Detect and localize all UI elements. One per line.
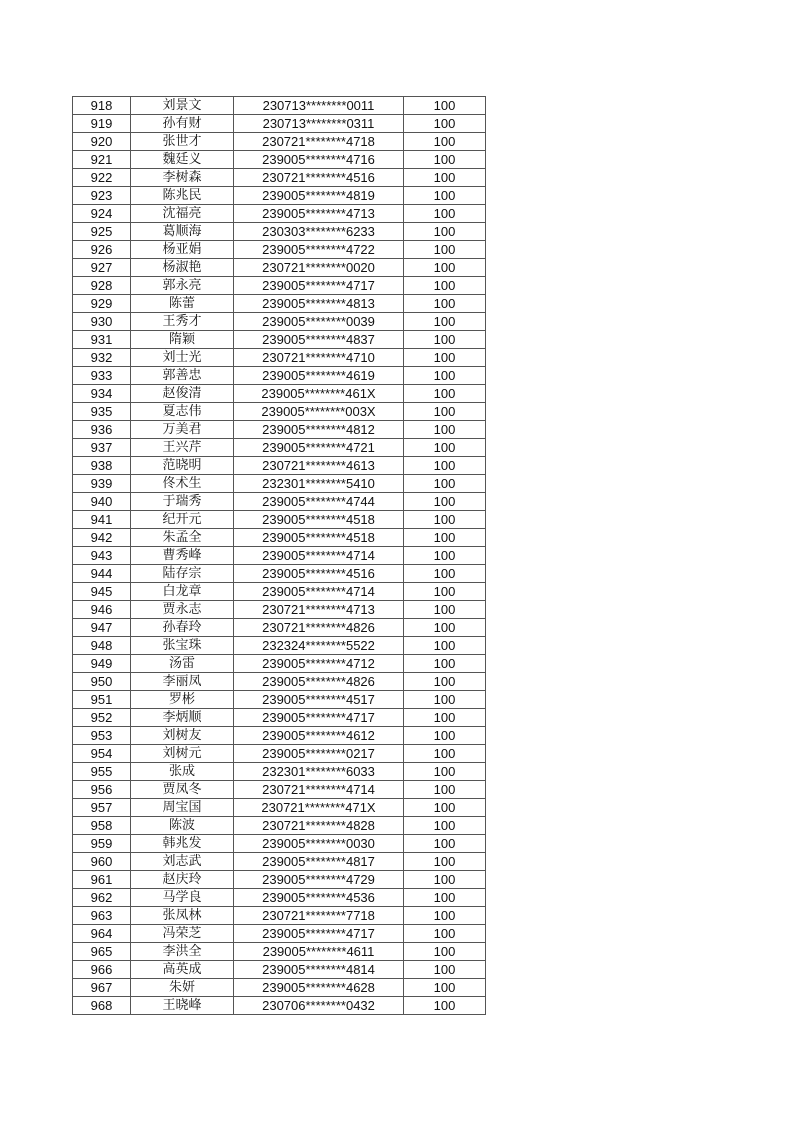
name-cell: 贾凤冬 xyxy=(131,781,234,799)
name-cell: 刘士光 xyxy=(131,349,234,367)
row-number-cell: 930 xyxy=(73,313,131,331)
id-number-cell: 239005********4518 xyxy=(234,511,404,529)
table-row xyxy=(73,421,486,439)
name-cell: 杨亚娟 xyxy=(131,241,234,259)
name-cell: 孙春玲 xyxy=(131,619,234,637)
id-number-cell: 239005********4744 xyxy=(234,493,404,511)
name-cell: 陈蕾 xyxy=(131,295,234,313)
id-number-cell: 230721********4714 xyxy=(234,781,404,799)
id-number-cell: 239005********4713 xyxy=(234,205,404,223)
id-number-cell: 230721********4713 xyxy=(234,601,404,619)
row-number-cell: 918 xyxy=(73,97,131,115)
row-number-cell: 938 xyxy=(73,457,131,475)
table-row xyxy=(73,475,486,493)
amount-cell: 100 xyxy=(404,907,486,925)
id-number-cell: 239005********003X xyxy=(234,403,404,421)
amount-cell: 100 xyxy=(404,367,486,385)
id-number-cell: 230721********4718 xyxy=(234,133,404,151)
name-cell: 李洪全 xyxy=(131,943,234,961)
row-number-cell: 924 xyxy=(73,205,131,223)
id-number-cell: 239005********4817 xyxy=(234,853,404,871)
id-number-cell: 239005********4716 xyxy=(234,151,404,169)
row-number-cell: 931 xyxy=(73,331,131,349)
row-number-cell: 954 xyxy=(73,745,131,763)
id-number-cell: 239005********4717 xyxy=(234,925,404,943)
amount-cell: 100 xyxy=(404,259,486,277)
row-number-cell: 934 xyxy=(73,385,131,403)
amount-cell: 100 xyxy=(404,385,486,403)
amount-cell: 100 xyxy=(404,763,486,781)
table-row xyxy=(73,151,486,169)
amount-cell: 100 xyxy=(404,637,486,655)
table-row xyxy=(73,799,486,817)
name-cell: 朱妍 xyxy=(131,979,234,997)
name-cell: 万美君 xyxy=(131,421,234,439)
table-row xyxy=(73,457,486,475)
name-cell: 沈福亮 xyxy=(131,205,234,223)
row-number-cell: 948 xyxy=(73,637,131,655)
amount-cell: 100 xyxy=(404,421,486,439)
id-number-cell: 239005********4729 xyxy=(234,871,404,889)
name-cell: 张宝珠 xyxy=(131,637,234,655)
row-number-cell: 927 xyxy=(73,259,131,277)
amount-cell: 100 xyxy=(404,853,486,871)
name-cell: 贾永志 xyxy=(131,601,234,619)
name-cell: 白龙章 xyxy=(131,583,234,601)
name-cell: 郭善忠 xyxy=(131,367,234,385)
table-row xyxy=(73,889,486,907)
amount-cell: 100 xyxy=(404,799,486,817)
id-number-cell: 239005********4819 xyxy=(234,187,404,205)
amount-cell: 100 xyxy=(404,97,486,115)
row-number-cell: 956 xyxy=(73,781,131,799)
name-cell: 刘树元 xyxy=(131,745,234,763)
id-number-cell: 230721********4826 xyxy=(234,619,404,637)
id-number-cell: 239005********4612 xyxy=(234,727,404,745)
table-row xyxy=(73,727,486,745)
id-number-cell: 239005********4619 xyxy=(234,367,404,385)
amount-cell: 100 xyxy=(404,997,486,1015)
id-number-cell: 239005********4517 xyxy=(234,691,404,709)
amount-cell: 100 xyxy=(404,691,486,709)
name-cell: 郭永亮 xyxy=(131,277,234,295)
row-number-cell: 944 xyxy=(73,565,131,583)
amount-cell: 100 xyxy=(404,547,486,565)
name-cell: 王兴芹 xyxy=(131,439,234,457)
table-row xyxy=(73,925,486,943)
amount-cell: 100 xyxy=(404,349,486,367)
roster-table-body xyxy=(73,97,486,1015)
table-row xyxy=(73,241,486,259)
id-number-cell: 230713********0311 xyxy=(234,115,404,133)
amount-cell: 100 xyxy=(404,439,486,457)
table-row xyxy=(73,403,486,421)
id-number-cell: 239005********4826 xyxy=(234,673,404,691)
row-number-cell: 928 xyxy=(73,277,131,295)
table-row xyxy=(73,979,486,997)
table-row xyxy=(73,817,486,835)
amount-cell: 100 xyxy=(404,961,486,979)
table-row xyxy=(73,493,486,511)
table-row xyxy=(73,367,486,385)
row-number-cell: 926 xyxy=(73,241,131,259)
id-number-cell: 239005********4714 xyxy=(234,547,404,565)
amount-cell: 100 xyxy=(404,205,486,223)
id-number-cell: 239005********4628 xyxy=(234,979,404,997)
amount-cell: 100 xyxy=(404,277,486,295)
id-number-cell: 239005********4536 xyxy=(234,889,404,907)
name-cell: 夏志伟 xyxy=(131,403,234,421)
name-cell: 杨淑艳 xyxy=(131,259,234,277)
row-number-cell: 925 xyxy=(73,223,131,241)
name-cell: 佟术生 xyxy=(131,475,234,493)
row-number-cell: 968 xyxy=(73,997,131,1015)
amount-cell: 100 xyxy=(404,331,486,349)
name-cell: 刘志武 xyxy=(131,853,234,871)
id-number-cell: 230303********6233 xyxy=(234,223,404,241)
row-number-cell: 947 xyxy=(73,619,131,637)
row-number-cell: 952 xyxy=(73,709,131,727)
row-number-cell: 943 xyxy=(73,547,131,565)
row-number-cell: 922 xyxy=(73,169,131,187)
table-row xyxy=(73,547,486,565)
table-row xyxy=(73,511,486,529)
row-number-cell: 929 xyxy=(73,295,131,313)
table-row xyxy=(73,961,486,979)
row-number-cell: 933 xyxy=(73,367,131,385)
name-cell: 韩兆发 xyxy=(131,835,234,853)
row-number-cell: 920 xyxy=(73,133,131,151)
amount-cell: 100 xyxy=(404,313,486,331)
table-row xyxy=(73,655,486,673)
name-cell: 张成 xyxy=(131,763,234,781)
row-number-cell: 932 xyxy=(73,349,131,367)
name-cell: 张世才 xyxy=(131,133,234,151)
id-number-cell: 230721********4710 xyxy=(234,349,404,367)
row-number-cell: 967 xyxy=(73,979,131,997)
row-number-cell: 953 xyxy=(73,727,131,745)
name-cell: 高英成 xyxy=(131,961,234,979)
table-row xyxy=(73,295,486,313)
amount-cell: 100 xyxy=(404,169,486,187)
row-number-cell: 957 xyxy=(73,799,131,817)
id-number-cell: 230721********4613 xyxy=(234,457,404,475)
amount-cell: 100 xyxy=(404,817,486,835)
name-cell: 李炳顺 xyxy=(131,709,234,727)
id-number-cell: 230721********4516 xyxy=(234,169,404,187)
table-row xyxy=(73,187,486,205)
row-number-cell: 946 xyxy=(73,601,131,619)
amount-cell: 100 xyxy=(404,151,486,169)
table-row xyxy=(73,331,486,349)
id-number-cell: 239005********4813 xyxy=(234,295,404,313)
table-row xyxy=(73,781,486,799)
name-cell: 于瑞秀 xyxy=(131,493,234,511)
name-cell: 赵俊清 xyxy=(131,385,234,403)
table-row xyxy=(73,385,486,403)
row-number-cell: 960 xyxy=(73,853,131,871)
name-cell: 范晓明 xyxy=(131,457,234,475)
id-number-cell: 232324********5522 xyxy=(234,637,404,655)
row-number-cell: 965 xyxy=(73,943,131,961)
table-row xyxy=(73,583,486,601)
id-number-cell: 239005********4837 xyxy=(234,331,404,349)
table-row xyxy=(73,619,486,637)
amount-cell: 100 xyxy=(404,565,486,583)
table-row xyxy=(73,439,486,457)
name-cell: 魏廷义 xyxy=(131,151,234,169)
amount-cell: 100 xyxy=(404,727,486,745)
id-number-cell: 230721********0020 xyxy=(234,259,404,277)
row-number-cell: 964 xyxy=(73,925,131,943)
amount-cell: 100 xyxy=(404,889,486,907)
name-cell: 汤雷 xyxy=(131,655,234,673)
name-cell: 葛顺海 xyxy=(131,223,234,241)
table-row xyxy=(73,907,486,925)
row-number-cell: 959 xyxy=(73,835,131,853)
id-number-cell: 230721********7718 xyxy=(234,907,404,925)
id-number-cell: 230721********471X xyxy=(234,799,404,817)
table-row xyxy=(73,691,486,709)
name-cell: 曹秀峰 xyxy=(131,547,234,565)
amount-cell: 100 xyxy=(404,295,486,313)
amount-cell: 100 xyxy=(404,601,486,619)
name-cell: 陈波 xyxy=(131,817,234,835)
row-number-cell: 961 xyxy=(73,871,131,889)
id-number-cell: 239005********4717 xyxy=(234,709,404,727)
table-row xyxy=(73,835,486,853)
table-row xyxy=(73,709,486,727)
amount-cell: 100 xyxy=(404,979,486,997)
amount-cell: 100 xyxy=(404,709,486,727)
row-number-cell: 962 xyxy=(73,889,131,907)
name-cell: 李树森 xyxy=(131,169,234,187)
name-cell: 隋颖 xyxy=(131,331,234,349)
name-cell: 王晓峰 xyxy=(131,997,234,1015)
table-row xyxy=(73,673,486,691)
row-number-cell: 951 xyxy=(73,691,131,709)
row-number-cell: 955 xyxy=(73,763,131,781)
id-number-cell: 239005********0030 xyxy=(234,835,404,853)
amount-cell: 100 xyxy=(404,457,486,475)
id-number-cell: 232301********6033 xyxy=(234,763,404,781)
id-number-cell: 239005********4518 xyxy=(234,529,404,547)
amount-cell: 100 xyxy=(404,403,486,421)
id-number-cell: 239005********4516 xyxy=(234,565,404,583)
amount-cell: 100 xyxy=(404,511,486,529)
name-cell: 罗彬 xyxy=(131,691,234,709)
table-row xyxy=(73,115,486,133)
amount-cell: 100 xyxy=(404,943,486,961)
table-row xyxy=(73,97,486,115)
table-row xyxy=(73,223,486,241)
table-row xyxy=(73,133,486,151)
table-row xyxy=(73,349,486,367)
id-number-cell: 239005********0217 xyxy=(234,745,404,763)
name-cell: 陆存宗 xyxy=(131,565,234,583)
id-number-cell: 239005********4717 xyxy=(234,277,404,295)
id-number-cell: 239005********461X xyxy=(234,385,404,403)
amount-cell: 100 xyxy=(404,187,486,205)
name-cell: 赵庆玲 xyxy=(131,871,234,889)
amount-cell: 100 xyxy=(404,835,486,853)
amount-cell: 100 xyxy=(404,655,486,673)
name-cell: 刘树友 xyxy=(131,727,234,745)
id-number-cell: 239005********4712 xyxy=(234,655,404,673)
id-number-cell: 230713********0011 xyxy=(234,97,404,115)
amount-cell: 100 xyxy=(404,115,486,133)
row-number-cell: 958 xyxy=(73,817,131,835)
amount-cell: 100 xyxy=(404,475,486,493)
amount-cell: 100 xyxy=(404,241,486,259)
table-row xyxy=(73,745,486,763)
row-number-cell: 939 xyxy=(73,475,131,493)
row-number-cell: 950 xyxy=(73,673,131,691)
amount-cell: 100 xyxy=(404,223,486,241)
name-cell: 纪开元 xyxy=(131,511,234,529)
table-row xyxy=(73,853,486,871)
row-number-cell: 963 xyxy=(73,907,131,925)
row-number-cell: 942 xyxy=(73,529,131,547)
table-row xyxy=(73,763,486,781)
row-number-cell: 923 xyxy=(73,187,131,205)
table-row xyxy=(73,871,486,889)
table-row xyxy=(73,259,486,277)
id-number-cell: 230706********0432 xyxy=(234,997,404,1015)
amount-cell: 100 xyxy=(404,673,486,691)
id-number-cell: 239005********4714 xyxy=(234,583,404,601)
table-row xyxy=(73,313,486,331)
id-number-cell: 230721********4828 xyxy=(234,817,404,835)
row-number-cell: 966 xyxy=(73,961,131,979)
row-number-cell: 949 xyxy=(73,655,131,673)
name-cell: 马学良 xyxy=(131,889,234,907)
row-number-cell: 935 xyxy=(73,403,131,421)
name-cell: 张凤林 xyxy=(131,907,234,925)
name-cell: 王秀才 xyxy=(131,313,234,331)
table-row xyxy=(73,169,486,187)
row-number-cell: 937 xyxy=(73,439,131,457)
id-number-cell: 239005********0039 xyxy=(234,313,404,331)
table-row xyxy=(73,529,486,547)
name-cell: 周宝国 xyxy=(131,799,234,817)
id-number-cell: 239005********4814 xyxy=(234,961,404,979)
name-cell: 刘景文 xyxy=(131,97,234,115)
id-number-cell: 239005********4611 xyxy=(234,943,404,961)
table-row xyxy=(73,637,486,655)
table-row xyxy=(73,277,486,295)
amount-cell: 100 xyxy=(404,871,486,889)
row-number-cell: 940 xyxy=(73,493,131,511)
amount-cell: 100 xyxy=(404,781,486,799)
id-number-cell: 239005********4721 xyxy=(234,439,404,457)
amount-cell: 100 xyxy=(404,529,486,547)
table-row xyxy=(73,601,486,619)
row-number-cell: 919 xyxy=(73,115,131,133)
id-number-cell: 239005********4812 xyxy=(234,421,404,439)
table-row xyxy=(73,205,486,223)
name-cell: 孙有财 xyxy=(131,115,234,133)
amount-cell: 100 xyxy=(404,619,486,637)
row-number-cell: 941 xyxy=(73,511,131,529)
amount-cell: 100 xyxy=(404,925,486,943)
amount-cell: 100 xyxy=(404,583,486,601)
name-cell: 李丽凤 xyxy=(131,673,234,691)
amount-cell: 100 xyxy=(404,493,486,511)
table-row xyxy=(73,565,486,583)
amount-cell: 100 xyxy=(404,133,486,151)
table-row xyxy=(73,997,486,1015)
row-number-cell: 921 xyxy=(73,151,131,169)
name-cell: 陈兆民 xyxy=(131,187,234,205)
amount-cell: 100 xyxy=(404,745,486,763)
row-number-cell: 936 xyxy=(73,421,131,439)
roster-table xyxy=(72,96,486,1015)
name-cell: 朱孟全 xyxy=(131,529,234,547)
table-row xyxy=(73,943,486,961)
row-number-cell: 945 xyxy=(73,583,131,601)
id-number-cell: 232301********5410 xyxy=(234,475,404,493)
name-cell: 冯荣芝 xyxy=(131,925,234,943)
id-number-cell: 239005********4722 xyxy=(234,241,404,259)
